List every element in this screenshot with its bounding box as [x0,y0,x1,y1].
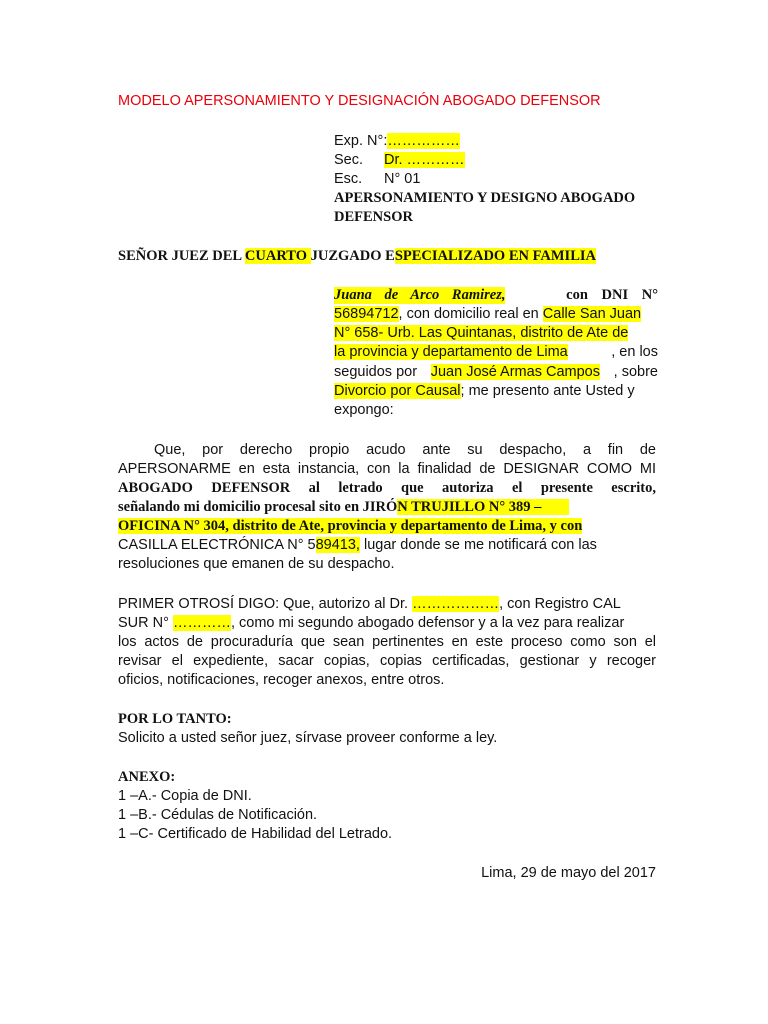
body-line-4 [118,498,569,517]
dni-number: 56894712 [334,306,399,322]
anexo-item: 1 –C- Certificado de Habilidad del Letrado. [118,826,393,842]
lawyer-name-blank: ……………… [412,596,500,612]
intro-line-6 [334,383,635,399]
dni-label: con DNI N° [566,287,658,303]
otrosi-line-4: revisar el expediente, sacar copias, copias certificadas, gestionar y recoger [118,653,656,669]
addressee-part-1: SEÑOR JUEZ DEL [118,248,245,264]
document-title: MODELO APERSONAMIENTO Y DESIGNACIÓN ABOGADO DEFENSOR [118,93,601,109]
anexo-heading: ANEXO: [118,769,176,785]
otrosi-line-2 [118,614,624,633]
anexo-item: 1 –B.- Cédulas de Notificación. [118,807,318,823]
address-part-2: N° 658- Urb. Las Quintanas, distrito de Ate de [334,325,629,341]
otrosi-text-3: SUR N° [118,615,173,631]
sec-value: Dr. ………… [384,152,465,168]
body-line-5 [118,517,582,536]
sec-label: Sec. [334,152,364,168]
intro-line-4 [334,344,658,360]
document-date: Lima, 29 de mayo del 2017 [481,865,656,881]
addressee-court-number: CUARTO [244,248,311,264]
body-line-6 [118,536,597,555]
body-line-2: APERSONARME en esta instancia, con la finalidad de DESIGNAR COMO MI [118,461,656,477]
after-matter: ; me presento ante Usted y [460,383,635,399]
por-lo-tanto-text: Solicito a usted señor juez, sírvase proveer conforme a ley. [118,730,498,746]
seguidos-text: seguidos por [334,364,418,380]
otrosi-text-1: PRIMER OTROSÍ DIGO: Que, autorizo al Dr. [118,596,413,612]
after-address: , en los [611,344,658,360]
esc-label: Esc. [334,171,363,187]
por-lo-tanto-heading: POR LO TANTO: [118,711,232,727]
intro-line-5 [334,364,658,380]
addressee-part-3: JUZGADO E [310,248,395,264]
otrosi-line-1 [118,595,621,614]
address-part-1: Calle San Juan [542,306,642,322]
address-part-3: la provincia y departamento de Lima [334,344,568,360]
case-matter: Divorcio por Causal [334,383,461,399]
otrosi-text-4: , como mi segundo abogado defensor y a la vez para realizar [230,615,625,631]
body-line-3: ABOGADO DEFENSOR al letrado que autoriza el presente escrito, [118,480,656,496]
procesal-address-2: OFICINA N° 304, distrito de Ate, provincia y departamento de Lima, y con [118,518,583,534]
exp-value: …………… [387,133,460,149]
intro-line-1 [334,287,658,304]
otrosi-line-5: oficios, notificaciones, recoger anexos, entre otros. [118,672,445,688]
otrosi-text-2: , con Registro CAL [499,596,621,612]
registry-blank: ………… [172,615,231,631]
addressee-specialty: SPECIALIZADO EN FAMILIA [394,248,596,264]
anexo-item: 1 –A.- Copia de DNI. [118,788,252,804]
addressee [118,248,596,265]
expediente-line [334,133,460,149]
casilla-number: 89413, [315,537,360,553]
sobre-text: , sobre [613,364,658,380]
otrosi-line-3: los actos de procuraduría que sean pertinentes en este proceso como son el [118,634,656,650]
dom-text: , con domicilio real en [398,306,543,322]
escrito-line [334,171,420,187]
body-line-1: Que, por derecho propio acudo ante su despacho, a fin de [154,442,656,458]
procesal-address-1: N TRUJILLO N° 389 – [397,499,569,515]
intro-line-3 [334,325,628,341]
party-name: Juana de Arco Ramirez, [334,287,506,303]
exp-label: Exp. N°: [334,133,388,149]
casilla-label: CASILLA ELECTRÓNICA N° 5 [118,537,316,553]
body-line-7: resoluciones que emanen de su despacho. [118,556,395,572]
casilla-after: lugar donde se me notificará con las [359,537,597,553]
secretario-line [334,152,465,168]
sumilla-line-2: DEFENSOR [334,209,413,225]
plaintiff-name: Juan José Armas Campos [430,364,600,380]
intro-line-2 [334,306,641,322]
expongo: expongo: [334,402,394,418]
sumilla-line-1: APERSONAMIENTO Y DESIGNO ABOGADO [334,190,636,206]
esc-value: N° 01 [384,171,421,187]
procesal-text: señalando mi domicilio procesal sito en JIRÓ [118,499,398,515]
